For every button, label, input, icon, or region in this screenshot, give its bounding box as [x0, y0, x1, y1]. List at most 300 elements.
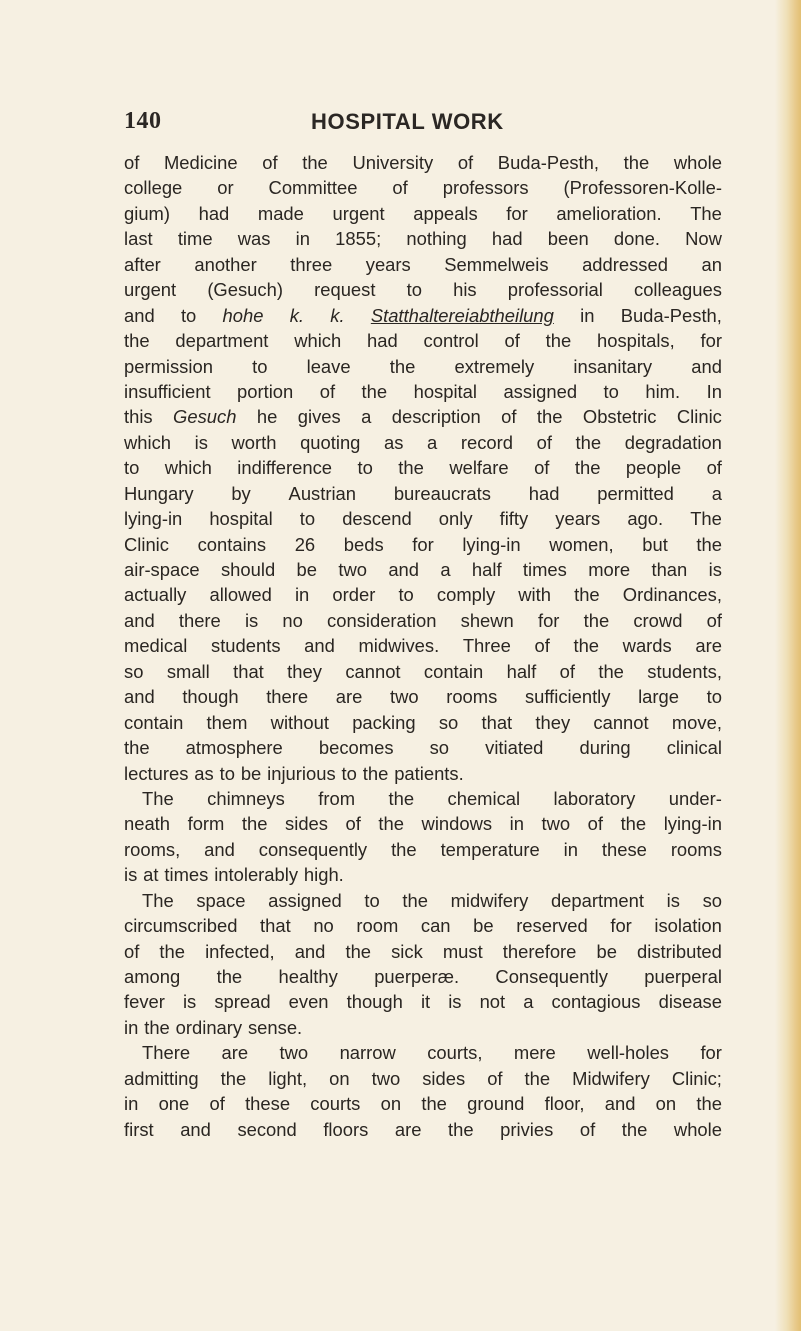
word: must — [442, 940, 483, 962]
word: the — [696, 533, 722, 555]
word: and — [294, 940, 326, 962]
word: to — [706, 686, 722, 708]
word: Obstetric — [582, 406, 657, 428]
word: circumscribed — [124, 915, 238, 937]
text-line — [124, 252, 722, 277]
word: Clinic; — [671, 1067, 722, 1089]
word: welfare — [449, 457, 509, 479]
word: that — [481, 711, 513, 733]
word: a — [711, 482, 722, 504]
word: request — [314, 279, 376, 301]
word: the — [524, 1067, 551, 1089]
word: students — [211, 635, 281, 657]
word: among — [124, 966, 181, 987]
word: a — [440, 559, 451, 580]
word: to — [364, 889, 380, 911]
text-line — [124, 506, 722, 531]
word: Ordinances, — [622, 584, 722, 606]
page-edge-shading — [775, 0, 801, 1331]
word: contains — [197, 533, 267, 555]
text-line — [124, 328, 722, 353]
word: allowed — [209, 584, 272, 606]
word: is — [708, 559, 722, 580]
word: of — [536, 431, 552, 453]
word: and — [124, 609, 155, 631]
word: no — [282, 609, 303, 631]
word: to — [398, 584, 414, 606]
word: spread — [214, 991, 271, 1013]
word: and — [124, 304, 155, 326]
word: courts, — [427, 1042, 483, 1064]
word: they — [535, 711, 571, 733]
word: the — [144, 1016, 170, 1038]
word: consideration — [327, 609, 437, 631]
word: of — [345, 813, 361, 835]
word: these — [601, 838, 647, 860]
word: fifty — [499, 508, 529, 530]
word: are — [335, 686, 363, 708]
word: record — [460, 431, 514, 453]
word: midwives. — [358, 635, 440, 657]
word: is — [448, 991, 462, 1013]
word: actually — [124, 584, 187, 606]
word: healthy — [278, 966, 338, 987]
word: the — [220, 1067, 247, 1089]
text-line — [124, 1066, 722, 1091]
word: midwifery — [450, 889, 529, 911]
word: In — [706, 380, 722, 402]
word: two — [541, 813, 571, 835]
text-line — [124, 761, 722, 786]
word: to — [406, 279, 422, 301]
word: are — [695, 635, 722, 657]
word: in — [295, 228, 310, 250]
word: so — [702, 889, 722, 911]
word: Statthaltereiabtheilung — [370, 304, 554, 326]
word: not — [479, 991, 506, 1013]
running-title: HOSPITAL WORK — [311, 109, 504, 134]
word: to — [219, 762, 235, 784]
word: There — [142, 1042, 191, 1064]
word: worth — [231, 431, 277, 453]
word: The — [690, 202, 722, 224]
word: without — [270, 711, 329, 733]
word: which — [124, 431, 172, 453]
word: reserved — [516, 915, 588, 937]
word: had — [528, 482, 560, 504]
word: but — [642, 533, 668, 555]
text-line — [124, 201, 722, 226]
word: and — [691, 355, 722, 377]
word: to — [299, 508, 316, 530]
word: the — [398, 457, 424, 479]
word: sides — [285, 813, 328, 835]
word: distributed — [637, 940, 722, 962]
word: there — [266, 686, 309, 708]
word: as — [194, 762, 214, 784]
word: him. — [645, 380, 681, 402]
word: Gesuch — [173, 406, 237, 428]
word: room — [356, 915, 399, 937]
body-text — [124, 150, 722, 1142]
word: amelioration. — [556, 202, 662, 224]
word: women, — [549, 533, 614, 555]
word: of — [501, 406, 517, 428]
text-line — [124, 964, 722, 989]
word: Three — [462, 635, 511, 657]
word: of — [124, 940, 140, 962]
word: and — [204, 838, 235, 860]
text-line — [124, 1040, 722, 1065]
word: though — [346, 991, 403, 1013]
word: permission — [124, 355, 213, 377]
word: therefore — [502, 940, 577, 962]
word: people — [625, 457, 682, 479]
word: contain — [423, 660, 484, 682]
word: rooms, — [124, 838, 181, 860]
word: are — [221, 1042, 249, 1064]
word: extremely — [454, 355, 535, 377]
word: windows — [421, 813, 493, 835]
word: form — [187, 813, 225, 835]
word: Buda-Pesth, — [620, 304, 722, 326]
text-line — [124, 837, 722, 862]
word: the — [378, 813, 404, 835]
text-line — [124, 811, 722, 836]
word: on — [655, 1093, 677, 1115]
text-line — [124, 430, 722, 455]
word: an — [701, 253, 722, 275]
word: floor, — [544, 1093, 585, 1115]
word: courts — [310, 1093, 361, 1115]
word: order — [332, 584, 376, 606]
word: at — [143, 864, 159, 886]
word: contagious — [551, 991, 641, 1013]
word: been — [547, 228, 589, 250]
word: hospitals, — [597, 330, 675, 352]
word: even — [288, 991, 329, 1013]
word: Hungary — [124, 482, 194, 504]
word: which — [294, 330, 342, 352]
word: of — [504, 330, 520, 352]
word: high. — [303, 864, 344, 886]
word: the — [575, 431, 602, 453]
word: lying-in — [124, 508, 183, 530]
text-line — [124, 989, 722, 1014]
text-line — [124, 379, 722, 404]
word: for — [412, 533, 434, 555]
word: Consequently — [495, 966, 608, 987]
word: rooms — [446, 686, 498, 708]
word: to — [603, 380, 619, 402]
word: is — [244, 609, 259, 631]
word: University — [352, 152, 434, 173]
word: lectures — [124, 762, 189, 784]
word: the — [574, 584, 600, 606]
word: these — [245, 1093, 291, 1115]
word: admitting — [124, 1067, 199, 1089]
word: than — [651, 559, 688, 580]
word: beds — [343, 533, 384, 555]
word: gium) — [124, 202, 170, 224]
word: by — [231, 482, 251, 504]
text-line — [124, 888, 722, 913]
word: them — [206, 711, 248, 733]
word: two — [338, 559, 367, 580]
word: move, — [671, 711, 722, 733]
text-line — [124, 684, 722, 709]
text-line — [124, 481, 722, 506]
word: had — [198, 202, 230, 224]
word: be — [240, 762, 262, 784]
word: and — [304, 635, 335, 657]
word: done. — [613, 228, 660, 250]
word: mere — [513, 1042, 556, 1064]
word: of — [124, 152, 140, 173]
word: permitted — [597, 482, 674, 504]
word: he — [256, 406, 278, 428]
word: The — [142, 889, 174, 911]
word: of — [587, 813, 604, 835]
word: and — [388, 559, 419, 580]
word: contain — [124, 711, 184, 733]
word: to — [252, 355, 268, 377]
word: another — [194, 253, 257, 275]
word: to — [124, 457, 140, 479]
word: three — [290, 253, 333, 275]
word: the — [545, 330, 572, 352]
word: in — [294, 584, 310, 606]
word: crowd — [633, 609, 683, 631]
word: comply — [436, 584, 496, 606]
word: more — [588, 559, 631, 580]
word: puerperæ. — [374, 966, 460, 987]
word: degradation — [624, 431, 722, 453]
word: Clinic — [124, 533, 169, 555]
word: ground — [467, 1093, 525, 1115]
word: college — [124, 177, 183, 199]
word: students, — [647, 660, 722, 682]
word: privies — [500, 1118, 554, 1140]
word: temperature — [440, 838, 540, 860]
word: Clinic — [676, 406, 722, 428]
word: (Professoren-Kolle- — [563, 177, 722, 199]
word: sick — [391, 940, 423, 962]
word: 26 — [294, 533, 316, 555]
word: descend — [342, 508, 412, 530]
word: ordinary — [175, 1016, 243, 1038]
word: for — [700, 330, 722, 352]
word: well-holes — [587, 1042, 669, 1064]
word: the — [216, 966, 243, 987]
word: Medicine — [163, 152, 238, 173]
word: two — [389, 686, 419, 708]
word: k. — [330, 304, 345, 326]
text-line — [124, 532, 722, 557]
word: they — [287, 660, 322, 682]
text-line — [124, 557, 722, 582]
word: lying-in — [462, 533, 521, 555]
word: chimneys — [207, 787, 285, 809]
word: for — [610, 915, 632, 937]
page-number: 140 — [124, 108, 162, 134]
word: Buda-Pesth, — [497, 152, 600, 173]
word: the — [124, 330, 150, 352]
word: Midwifery — [572, 1067, 650, 1089]
word: the — [389, 355, 416, 377]
word: The — [142, 787, 174, 809]
word: on — [329, 1067, 350, 1089]
word: Austrian — [288, 482, 357, 504]
word: the — [361, 380, 388, 402]
text-line — [124, 582, 722, 607]
word: the — [623, 152, 650, 173]
word: from — [318, 787, 356, 809]
word: half — [506, 660, 537, 682]
text-line — [124, 786, 722, 811]
word: hohe — [222, 304, 264, 326]
word: neath — [124, 813, 171, 835]
word: be — [296, 559, 317, 580]
word: space — [196, 889, 246, 911]
word: this — [124, 406, 153, 428]
word: sense. — [247, 1016, 303, 1038]
text-line — [124, 862, 722, 887]
word: isolation — [654, 915, 722, 937]
word: puerperal — [644, 966, 722, 987]
word: the — [573, 635, 600, 657]
word: The — [690, 508, 722, 530]
text-line — [124, 277, 722, 302]
word: during — [579, 737, 631, 759]
word: second — [237, 1118, 297, 1140]
word: in — [124, 1093, 139, 1115]
word: patients. — [394, 762, 464, 784]
word: and — [604, 1093, 636, 1115]
word: last — [124, 228, 153, 250]
word: of — [487, 1067, 503, 1089]
word: for — [506, 202, 528, 224]
word: is — [194, 431, 208, 453]
word: medical — [124, 635, 188, 657]
text-line — [124, 608, 722, 633]
word: leave — [306, 355, 351, 377]
word: no — [313, 915, 334, 937]
word: a — [523, 991, 534, 1013]
word: Semmelweis — [444, 253, 549, 275]
word: packing — [352, 711, 416, 733]
word: years — [365, 253, 411, 275]
word: nothing — [406, 228, 467, 250]
word: of — [534, 635, 550, 657]
word: sides — [422, 1067, 466, 1089]
word: floors — [323, 1118, 369, 1140]
word: department — [175, 330, 269, 352]
text-line — [124, 1091, 722, 1116]
word: hospital — [209, 508, 273, 530]
word: time — [177, 228, 213, 250]
text-line — [124, 710, 722, 735]
word: first — [124, 1118, 154, 1140]
word: is — [182, 991, 197, 1013]
word: injurious — [267, 762, 336, 784]
word: after — [124, 253, 161, 275]
word: hospital — [413, 380, 477, 402]
word: insufficient — [124, 380, 211, 402]
word: cannot — [345, 660, 401, 682]
word: light, — [268, 1067, 308, 1089]
word: two — [371, 1067, 401, 1089]
word: 1855; — [335, 228, 382, 250]
word: of — [209, 1093, 225, 1115]
word: bureaucrats — [393, 482, 491, 504]
word: the — [388, 787, 415, 809]
word: the — [536, 406, 563, 428]
word: insanitary — [573, 355, 653, 377]
word: of — [392, 177, 408, 199]
text-line — [124, 175, 722, 200]
word: of — [534, 457, 550, 479]
word: the — [598, 660, 624, 682]
word: Now — [685, 228, 722, 250]
word: or — [217, 177, 234, 199]
word: of — [706, 457, 722, 479]
word: so — [429, 737, 450, 759]
word: one — [158, 1093, 190, 1115]
word: as — [384, 431, 404, 453]
word: cannot — [593, 711, 649, 733]
word: portion — [237, 380, 294, 402]
word: colleagues — [634, 279, 722, 301]
word: times — [164, 864, 209, 886]
word: years — [555, 508, 601, 530]
word: that — [260, 915, 291, 937]
word: be — [473, 915, 494, 937]
word: clinical — [666, 737, 722, 759]
text-line — [124, 939, 722, 964]
word: atmosphere — [185, 737, 283, 759]
word: had — [491, 228, 523, 250]
word: the — [621, 1118, 648, 1140]
word: narrow — [339, 1042, 396, 1064]
word: it — [420, 991, 431, 1013]
word: the — [345, 940, 372, 962]
word: of — [706, 609, 722, 631]
word: can — [420, 915, 451, 937]
word: times — [522, 559, 567, 580]
word: small — [166, 660, 210, 682]
word: indifference — [237, 457, 333, 479]
word: ago. — [627, 508, 664, 530]
word: the — [402, 889, 428, 911]
word: half — [471, 559, 502, 580]
running-head — [0, 108, 801, 138]
word: of — [319, 380, 336, 402]
word: air-space — [124, 559, 200, 580]
word: the — [620, 813, 647, 835]
word: the — [448, 1118, 474, 1140]
word: addressed — [582, 253, 668, 275]
word: the — [696, 1093, 722, 1115]
word: his — [453, 279, 477, 301]
word: becomes — [318, 737, 394, 759]
word: gives — [297, 406, 341, 428]
word: in — [563, 838, 578, 860]
word: of — [457, 152, 474, 173]
text-line — [124, 913, 722, 938]
word: for — [537, 609, 560, 631]
text-line — [124, 455, 722, 480]
